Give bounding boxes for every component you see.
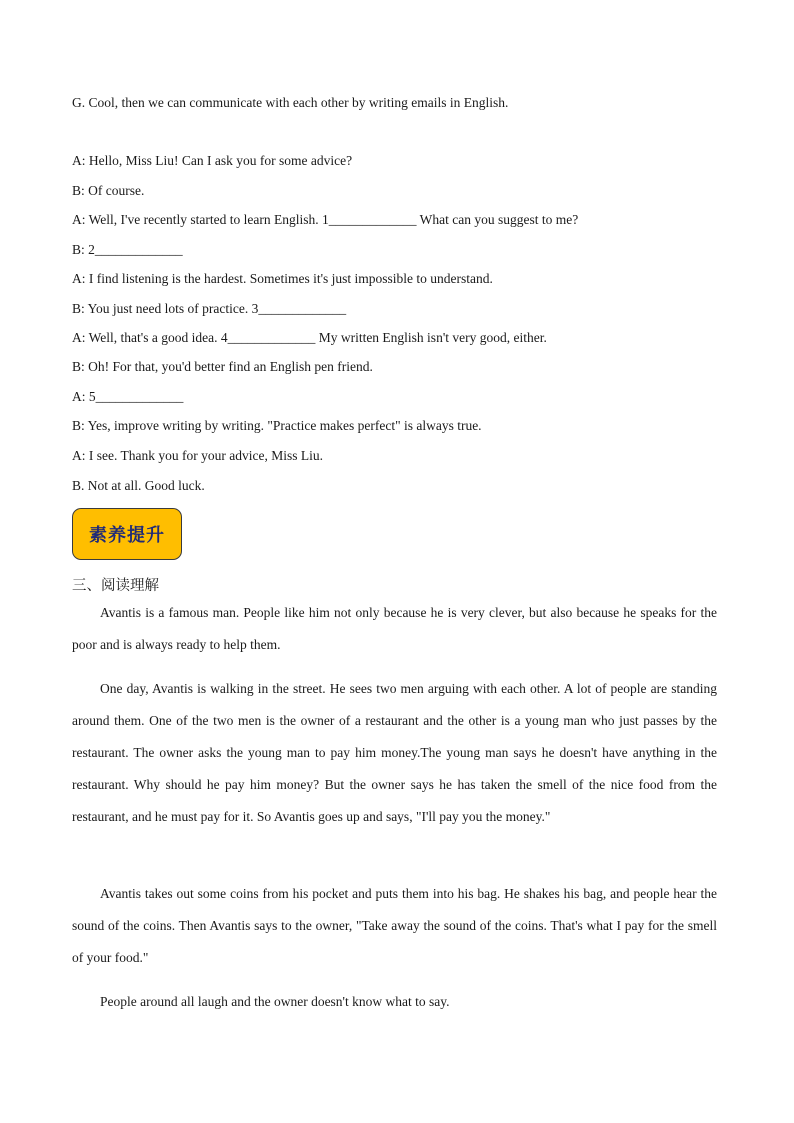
dialogue-line: B: Of course. <box>72 183 145 198</box>
dialogue-line: A: I see. Thank you for your advice, Miss Liu. <box>72 448 323 463</box>
dialogue-line: A: I find listening is the hardest. Sometimes it's just impossible to understand. <box>72 271 493 286</box>
section-title: 三、阅读理解 <box>72 578 159 594</box>
dialogue-line: B: You just need lots of practice. 3_____________ <box>72 301 347 316</box>
dialogue-line: B. Not at all. Good luck. <box>72 478 205 493</box>
passage-paragraph: People around all laugh and the owner doesn't know what to say. <box>100 994 450 1009</box>
dialogue-line: B: Oh! For that, you'd better find an English pen friend. <box>72 359 373 374</box>
option-g: G. Cool, then we can communicate with each other by writing emails in English. <box>72 95 509 110</box>
dialogue-line: A: Well, that's a good idea. 4_____________ My written English isn't very good, either. <box>72 330 547 345</box>
dialogue-line: B: Yes, improve writing by writing. "Practice makes perfect" is always true. <box>72 418 482 433</box>
section-badge <box>72 508 182 560</box>
dialogue-line: A: Well, I've recently started to learn English. 1_____________ What can you suggest to me? <box>72 212 579 227</box>
passage-paragraph: One day, Avantis is walking in the street. He sees two men arguing with each other. A lot of people are standing around them. One of the two men is the owner of a restaurant and the other is a young man who just passes by the restaurant. The owner asks the young man to pay him money.The young man says he doesn't have anything in the restaurant. Why should he pay him money? But the owner says he has taken the smell of the nice food from the restaurant, and he must pay for it. So Avantis goes up and says, "I'll pay you the money." <box>72 681 717 824</box>
section-badge-label: 素养提升 <box>89 525 165 546</box>
dialogue-line: A: 5_____________ <box>72 389 184 404</box>
passage-paragraph: Avantis takes out some coins from his pocket and puts them into his bag. He shakes his bag, and people hear the sound of the coins. Then Avantis says to the owner, "Take away the sound of the coins. That's what I pay for the smell of your food." <box>72 886 717 965</box>
dialogue-line: B: 2_____________ <box>72 242 183 257</box>
dialogue-line: A: Hello, Miss Liu! Can I ask you for some advice? <box>72 153 353 168</box>
passage-paragraph: Avantis is a famous man. People like him not only because he is very clever, but also because he speaks for the poor and is always ready to help them. <box>72 605 717 652</box>
